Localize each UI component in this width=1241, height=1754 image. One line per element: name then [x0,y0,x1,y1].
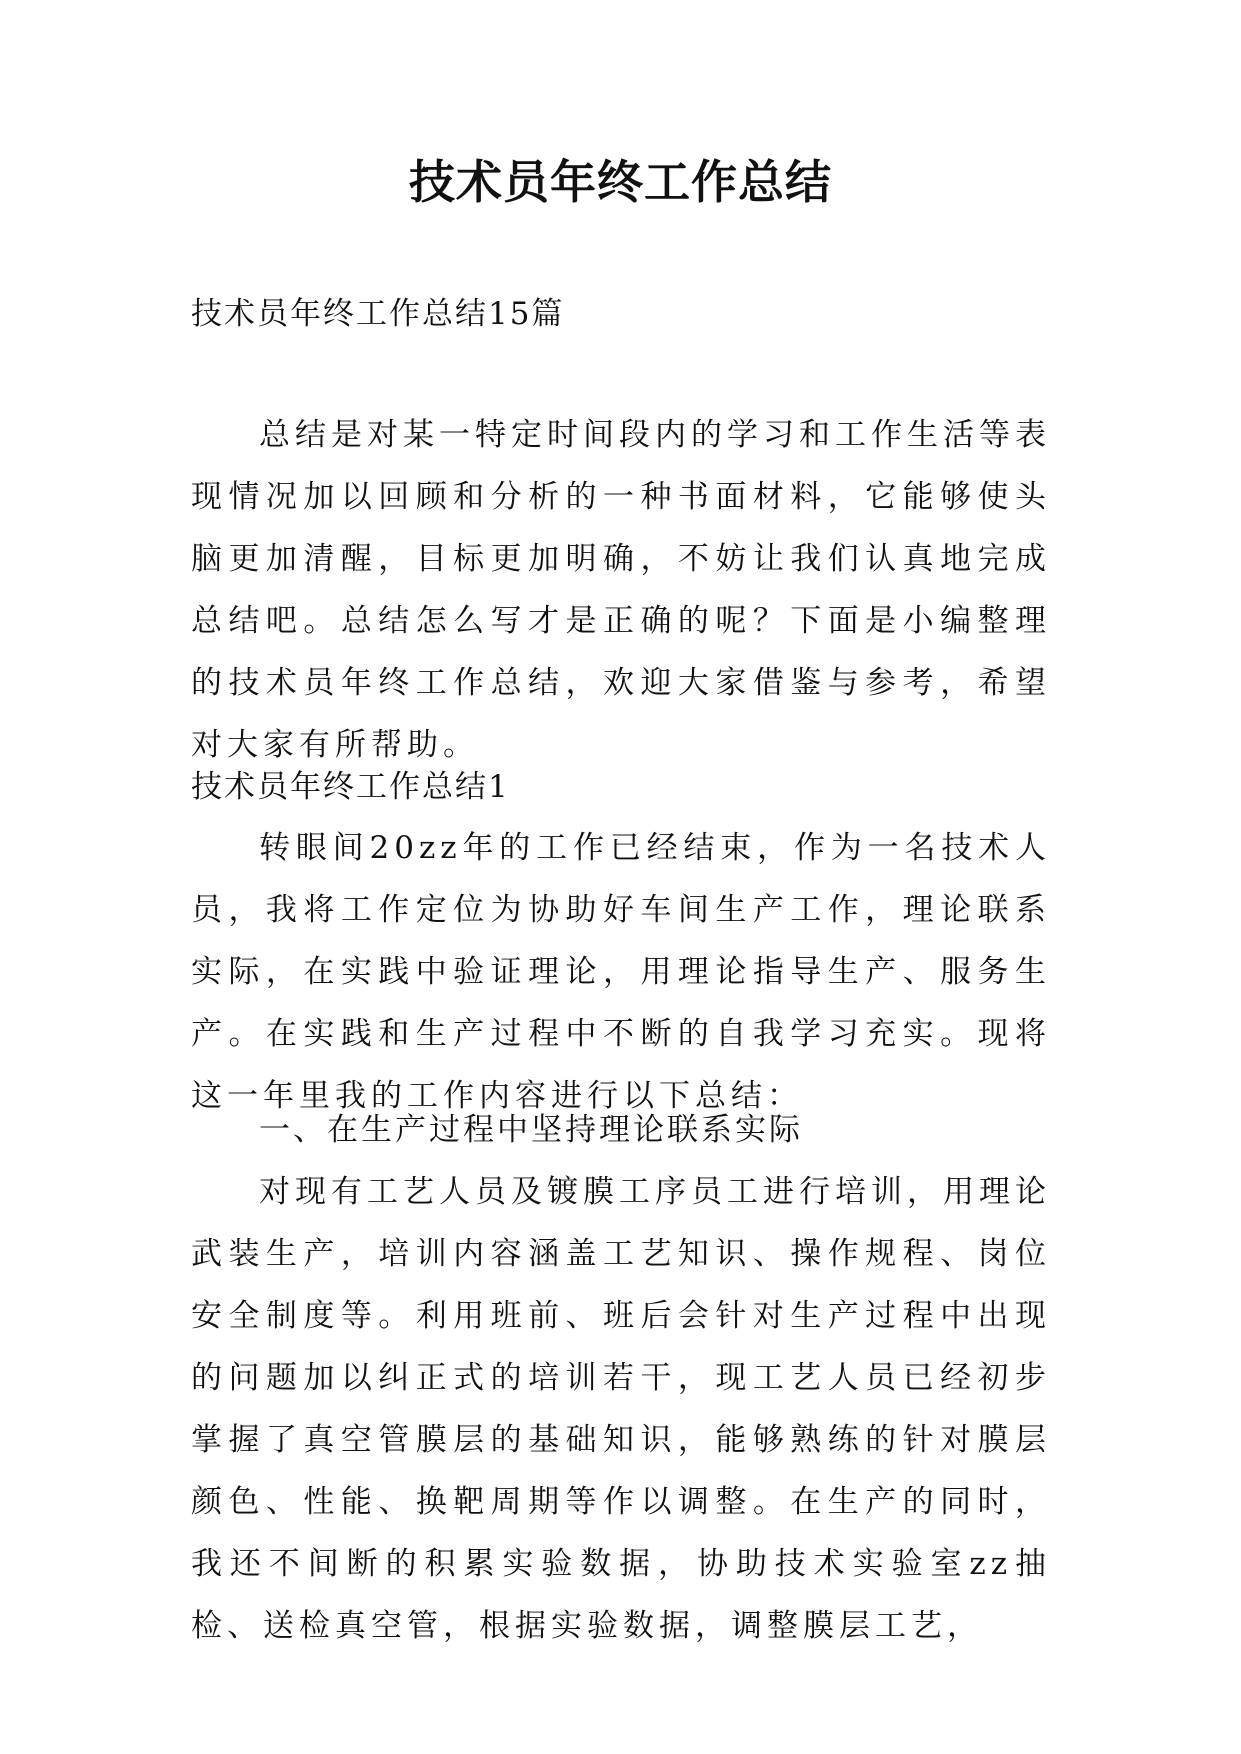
document-subtitle: 技术员年终工作总结15篇 [191,296,565,332]
section-paragraph: 对现有工艺人员及镀膜工序员工进行培训，用理论武装生产，培训内容涵盖工艺知识、操作规程、岗位安全制度等。利用班前、班后会针对生产过程中出现的问题加以纠正式的培训若干，现工艺人员已经初步掌握了真空管膜层的基础知识，能够熟练的针对膜层颜色、性能、换靶周期等作以调整。在生产的同时，我还不间断的积累实验数据，协助技术实验室zz抽检、送检真空管，根据实验数据，调整膜层工艺， [191,1174,1051,1644]
intro-paragraph: 总结是对某一特定时间段内的学习和工作生活等表现情况加以回顾和分析的一种书面材料，它能够使头脑更加清醒，目标更加明确，不妨让我们认真地完成总结吧。总结怎么写才是正确的呢？下面是小编整理的技术员年终工作总结，欢迎大家借鉴与参考，希望对大家有所帮助。 [191,417,1051,763]
section-heading: 技术员年终工作总结1 [191,769,510,805]
document-title: 技术员年终工作总结 [409,155,832,209]
section-subheading: 一、在生产过程中坚持理论联系实际 [259,1112,803,1148]
section-paragraph: 转眼间20zz年的工作已经结束，作为一名技术人员，我将工作定位为协助好车间生产工作，理论联系实际，在实践中验证理论，用理论指导生产、服务生产。在实践和生产过程中不断的自我学习充实。现将这一年里我的工作内容进行以下总结： [191,830,1051,1114]
